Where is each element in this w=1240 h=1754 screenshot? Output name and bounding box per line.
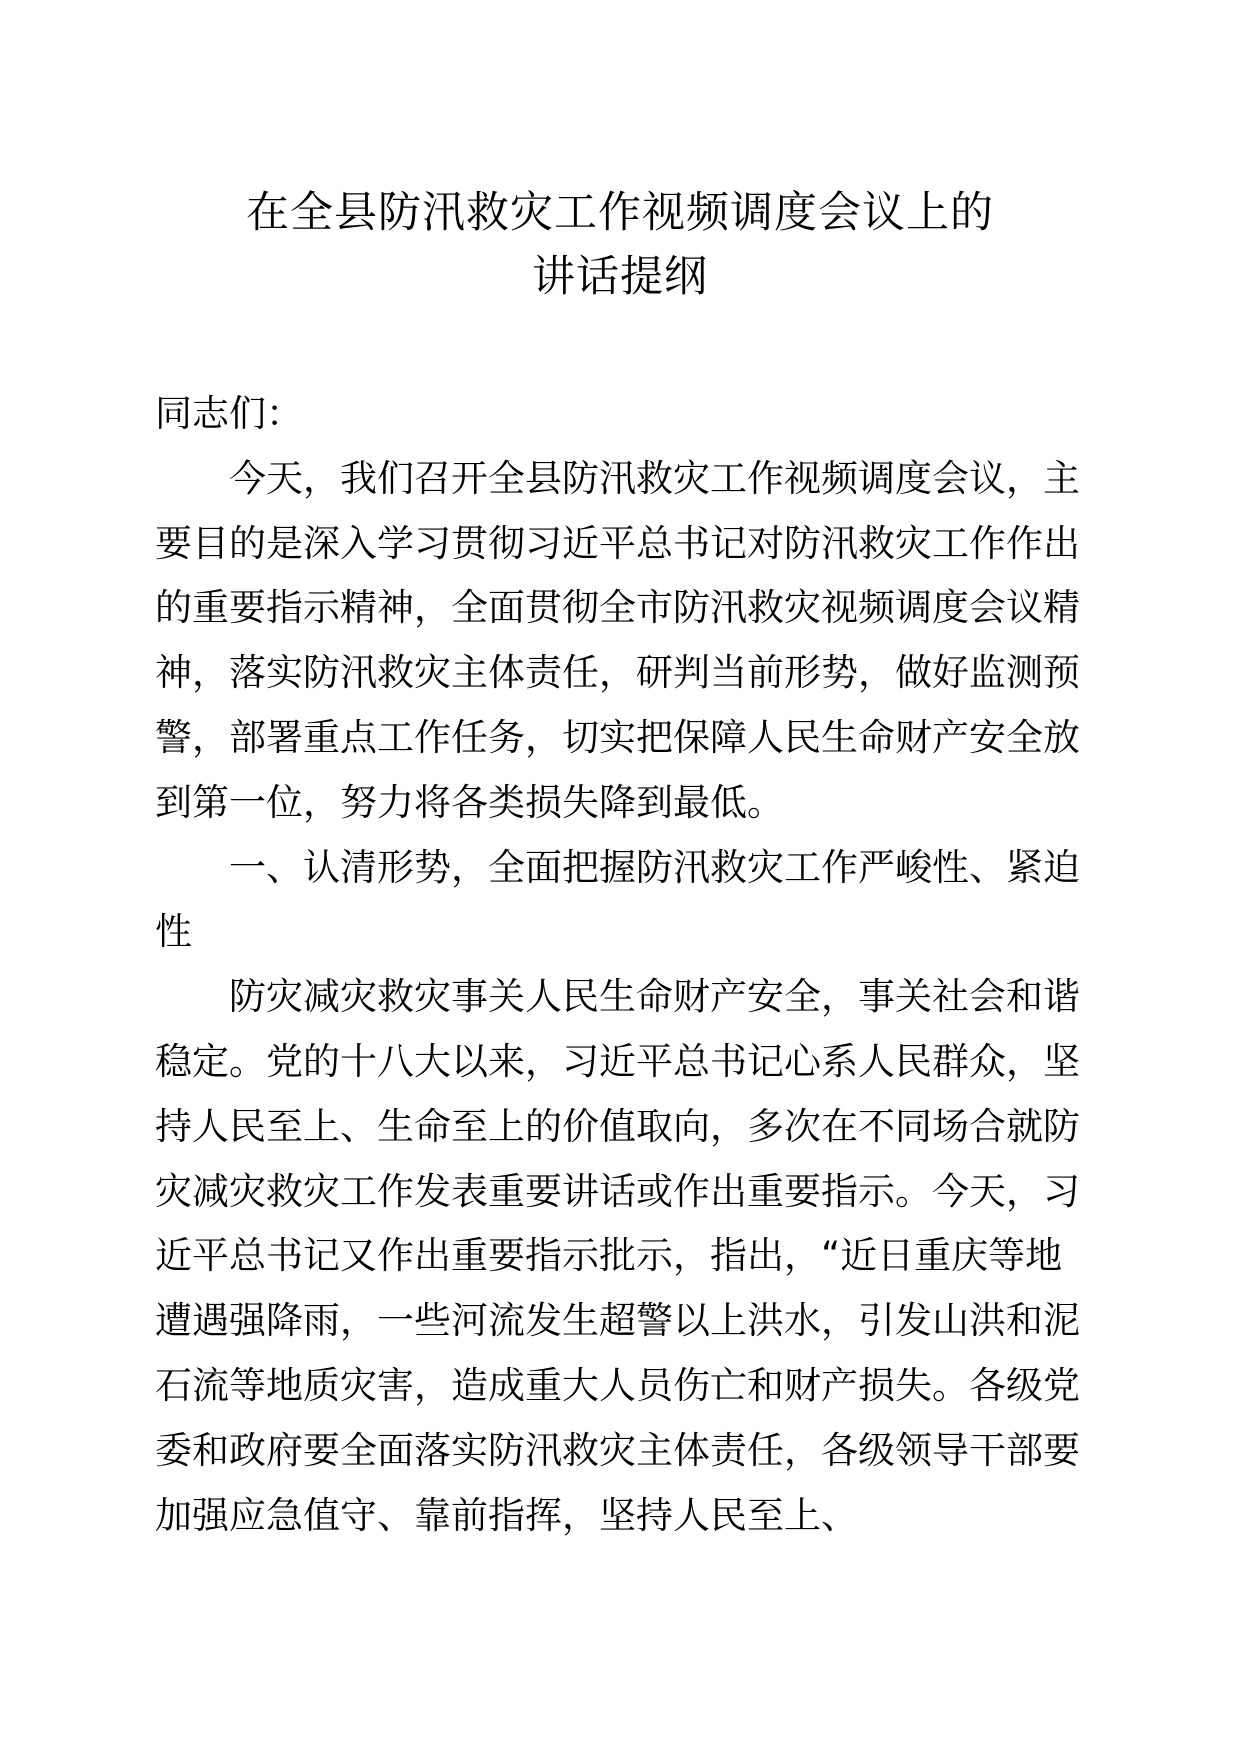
paragraph-section-1: 防灾减灾救灾事关人民生命财产安全，事关社会和谐稳定。党的十八大以来，习近平总书记心系人民群众，坚持人民至上、生命至上的价值取向，多次在不同场合就防灾减灾救灾工作发表重要讲话或作出重要指示。今天，习近平总书记又作出重要指示批示，指出，“近日重庆等地遭遇强降雨，一些河流发生超警以上洪水，引发山洪和泥石流等地质灾害，造成重大人员伤亡和财产损失。各级党委和政府要全面落实防汛救灾主体责任，各级领导干部要加强应急值守、靠前指挥，坚持人民至上、 — [155, 975, 1080, 1537]
document-title-line-2: 讲话提纲 — [532, 252, 708, 302]
document-body — [155, 382, 1095, 1548]
paragraph-intro: 今天，我们召开全县防汛救灾工作视频调度会议，主要目的是深入学习贯彻习近平总书记对防汛救灾工作作出的重要指示精神，全面贯彻全市防汛救灾视频调度会议精神，落实防汛救灾主体责任，研判当前形势，做好监测预警，部署重点工作任务，切实把保障人民生命财产安全放到第一位，努力将各类损失降到最低。 — [155, 456, 1080, 824]
section-heading-1: 一、认清形势，全面把握防汛救灾工作严峻性、紧迫性 — [155, 845, 1080, 954]
salutation: 同志们： — [155, 392, 303, 435]
document-title-line-1: 在全县防汛救灾工作视频调度会议上的 — [246, 188, 994, 238]
